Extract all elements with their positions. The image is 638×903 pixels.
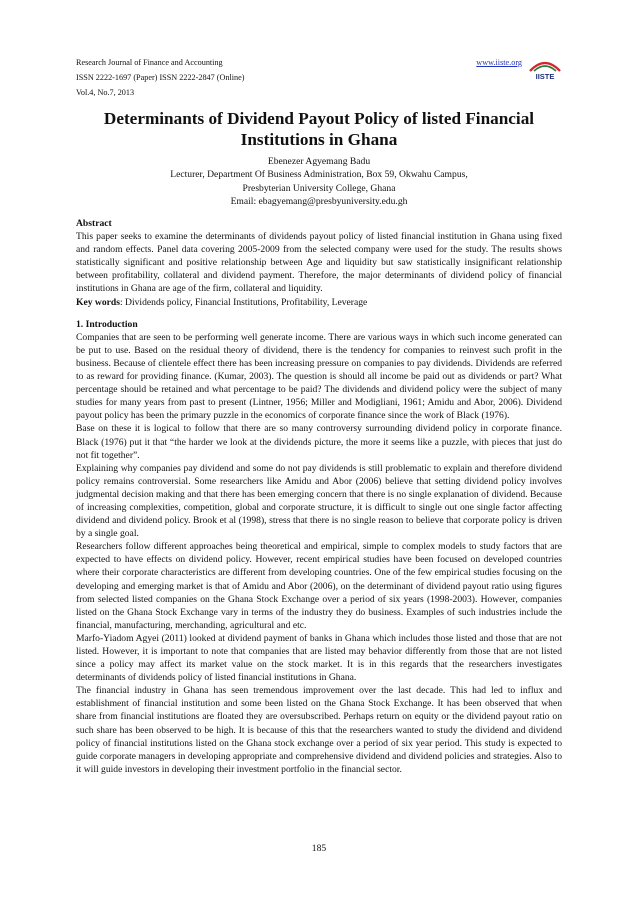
keywords-text: : Dividends policy, Financial Institutions, Profitability, Leverage xyxy=(119,296,368,308)
introduction-heading: 1. Introduction xyxy=(76,318,138,330)
abstract-heading: Abstract xyxy=(76,218,112,229)
paper-body xyxy=(76,217,562,776)
author-email: Email: ebagyemang@presbyuniversity.edu.gh xyxy=(230,196,408,208)
author-block xyxy=(76,155,562,209)
journal-name: Research Journal of Finance and Accounting xyxy=(76,58,223,67)
intro-paragraph: The financial industry in Ghana has seen tremendous improvement over the last decade. This had led to influx and establishment of financial institution and some been listed on the Ghana Stock Exchange. It has been observed that when share from financial institutions are floated they are oversubscribed. Perhaps return on equity or the dividend payout ratio on such share has been observed to be high. It is because of this that the researchers wanted to study the dividend and dividend policy of financial institutions listed on the Ghana stock exchange over a period of six year period. This study is expected to guide corporate managers in developing appropriate and comprehensive dividend and dividend policies and strategies. Also to it will guide investors in developing their investment portfolio in the financial sector. xyxy=(76,685,562,775)
intro-paragraph: Marfo-Yiadom Agyei (2011) looked at dividend payment of banks in Ghana which includes those listed and those that are not listed. However, it is important to note that companies that are listed may behavior differently from those that are not listed since a policy may affect its market value on the stock market. It is in this regards that the researchers investigates determinants of dividends policy of listed financial institutions in Ghana. xyxy=(76,632,562,684)
journal-url-link[interactable]: www.iiste.org xyxy=(476,58,522,67)
author-affiliation-1: Lecturer, Department Of Business Administration, Box 59, Okwahu Campus, xyxy=(170,169,468,181)
page-number: 185 xyxy=(311,843,327,854)
abstract-text: This paper seeks to examine the determinants of dividends payout policy of listed financial institution in Ghana using fixed and random effects. Panel data covering 2005-2009 from the selected company were used for the study. The results shows statistically significant and positive relationship between Age and liquidity but saw statistically insignificant relationship between profitability, collateral and dividend payment. Therefore, the major determinants of dividend policy of financial institutions in Ghana are age of the firm, collateral and liquidity. xyxy=(76,231,562,295)
journal-volume: Vol.4, No.7, 2013 xyxy=(76,88,135,97)
keywords-line xyxy=(76,296,562,309)
intro-paragraph: Researchers follow different approaches being theoretical and empirical, simple to complex models to study factors that are expected to have effects on dividend policy. However, recent empirical studies have been focused on developed countries where their corporate characteristics are different from developing countries. One of the few empirical studies focusing on the developing and emerging market is that of Amidu and Abor (2006), on the determinant of dividend payout ratio using figures from selected listed companies on the Ghana Stock Exchange over a period of six years (1998-2003). However, companies listed on the Ghana Stock Exchange vary in terms of the industry they do business. Examples of such industries include the financial, manufacturing, merchanding, agricultural and etc. xyxy=(76,541,562,631)
iiste-logo-icon xyxy=(528,57,562,81)
journal-issn: ISSN 2222-1697 (Paper) ISSN 2222-2847 (Online) xyxy=(76,73,245,82)
intro-paragraph: Explaining why companies pay dividend and some do not pay dividends is still problematic to explain and therefore dividend policy remains controversial. Some researchers like Amidu and Abor (2006) believe that setting dividend policy involves judgmental decision making and that there has been emerging concern that there is no single explanation of dividend. Because of increasing complexities, competition, global and corporate structure, it is difficult to single out one single factor affecting dividend and dividend policy. Brook et al (1998), stress that there is no single reason to believe that corporate policy is driven by a single goal. xyxy=(76,462,562,540)
svg-text:IISTE: IISTE xyxy=(535,72,555,81)
author-affiliation-2: Presbyterian University College, Ghana xyxy=(242,182,396,194)
journal-header xyxy=(76,55,562,100)
author-name: Ebenezer Agyemang Badu xyxy=(267,156,371,167)
intro-paragraph: Base on these it is logical to follow that there are so many controversy surrounding dividend policy in corporate finance. Black (1976) put it that “the harder we look at the dividends picture, the more it seems like a puzzle, with pieces that just do not fit together”. xyxy=(76,423,562,461)
intro-paragraph: Companies that are seen to be performing well generate income. There are various ways in which such income generated can be put to use. Based on the residual theory of dividend, there is the tendency for companies to reinvest such profit in the business. Because of clientele effect there has been increasing pressure on companies to pay dividends. Dividends are referred to as reward for providing finance. (Kumar, 2003). The question is should all income be paid out as dividends or part? What percentage should be retained and what percentage to be paid? The dividends and dividend policy were the subject of many studies for many years from past to present (Lintner, 1956; Miller and Modigliani, 1961; Amidu and Abor, 2006). Dividend payout policy has been the primary puzzle in the economics of corporate finance since the work of Black (1976). xyxy=(76,331,562,422)
keywords-label: Key words xyxy=(76,296,120,308)
section-spacer xyxy=(76,309,562,318)
paper-title: Determinants of Dividend Payout Policy of listed Financial Institutions in Ghana xyxy=(103,109,535,149)
